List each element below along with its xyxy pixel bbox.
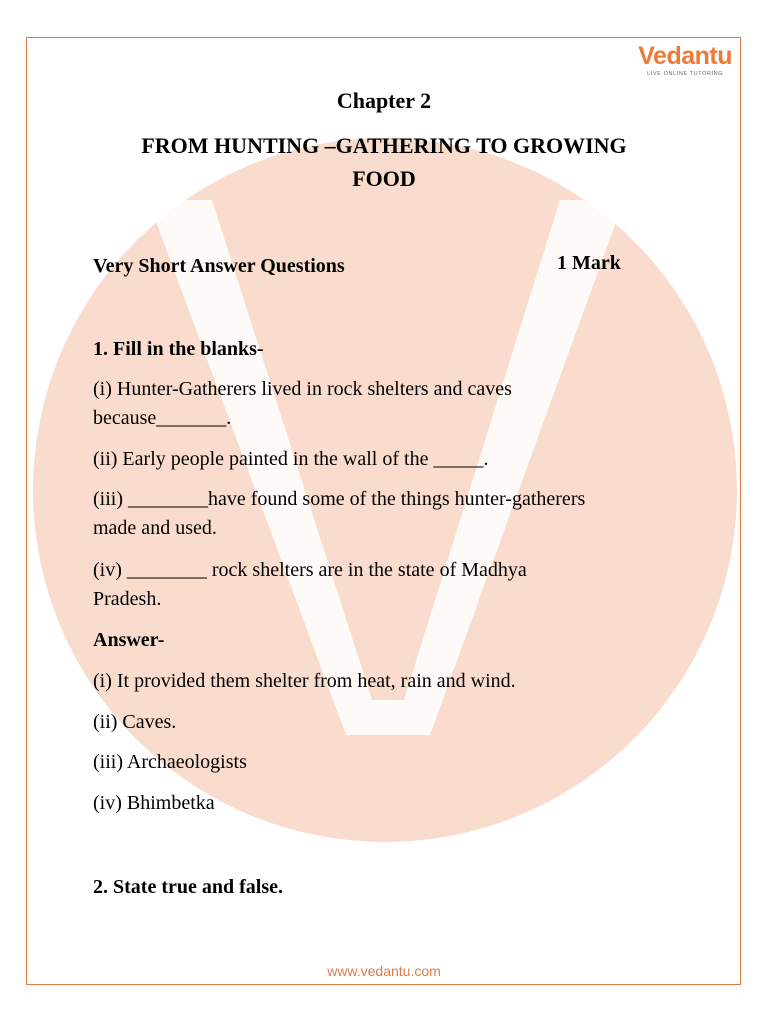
logo-tagline: LIVE ONLINE TUTORING: [647, 71, 724, 77]
answer-3: (iii) Archaeologists: [93, 751, 247, 773]
footer-url[interactable]: www.vedantu.com: [327, 963, 441, 979]
section-heading: Very Short Answer Questions: [93, 255, 345, 277]
answer-heading: Answer-: [93, 629, 165, 651]
q1-item-1-line-2: because_______.: [93, 407, 232, 429]
logo-wordmark: Vedantu: [638, 42, 732, 70]
q2-heading: 2. State true and false.: [93, 876, 283, 898]
q1-heading: 1. Fill in the blanks-: [93, 338, 264, 360]
answer-4: (iv) Bhimbetka: [93, 792, 215, 814]
title-line-2: FOOD: [352, 166, 416, 191]
title-line-1: FROM HUNTING –GATHERING TO GROWING: [141, 133, 627, 158]
q1-item-3-line-2: made and used.: [93, 517, 217, 539]
q1-item-3-line-1: (iii) ________have found some of the things hunter-gatherers: [93, 488, 586, 510]
q1-item-4-line-2: Pradesh.: [93, 588, 162, 610]
vedantu-logo[interactable]: [638, 42, 732, 77]
chapter-heading: Chapter 2: [336, 88, 432, 113]
answer-2: (ii) Caves.: [93, 711, 177, 733]
q1-item-4-line-1: (iv) ________ rock shelters are in the state of Madhya: [93, 559, 527, 581]
answer-1: (i) It provided them shelter from heat, rain and wind.: [93, 670, 516, 692]
q1-item-1-line-1: (i) Hunter-Gatherers lived in rock shelters and caves: [93, 378, 512, 400]
marks-label: 1 Mark: [557, 252, 621, 274]
q1-item-2: (ii) Early people painted in the wall of the _____.: [93, 448, 489, 470]
